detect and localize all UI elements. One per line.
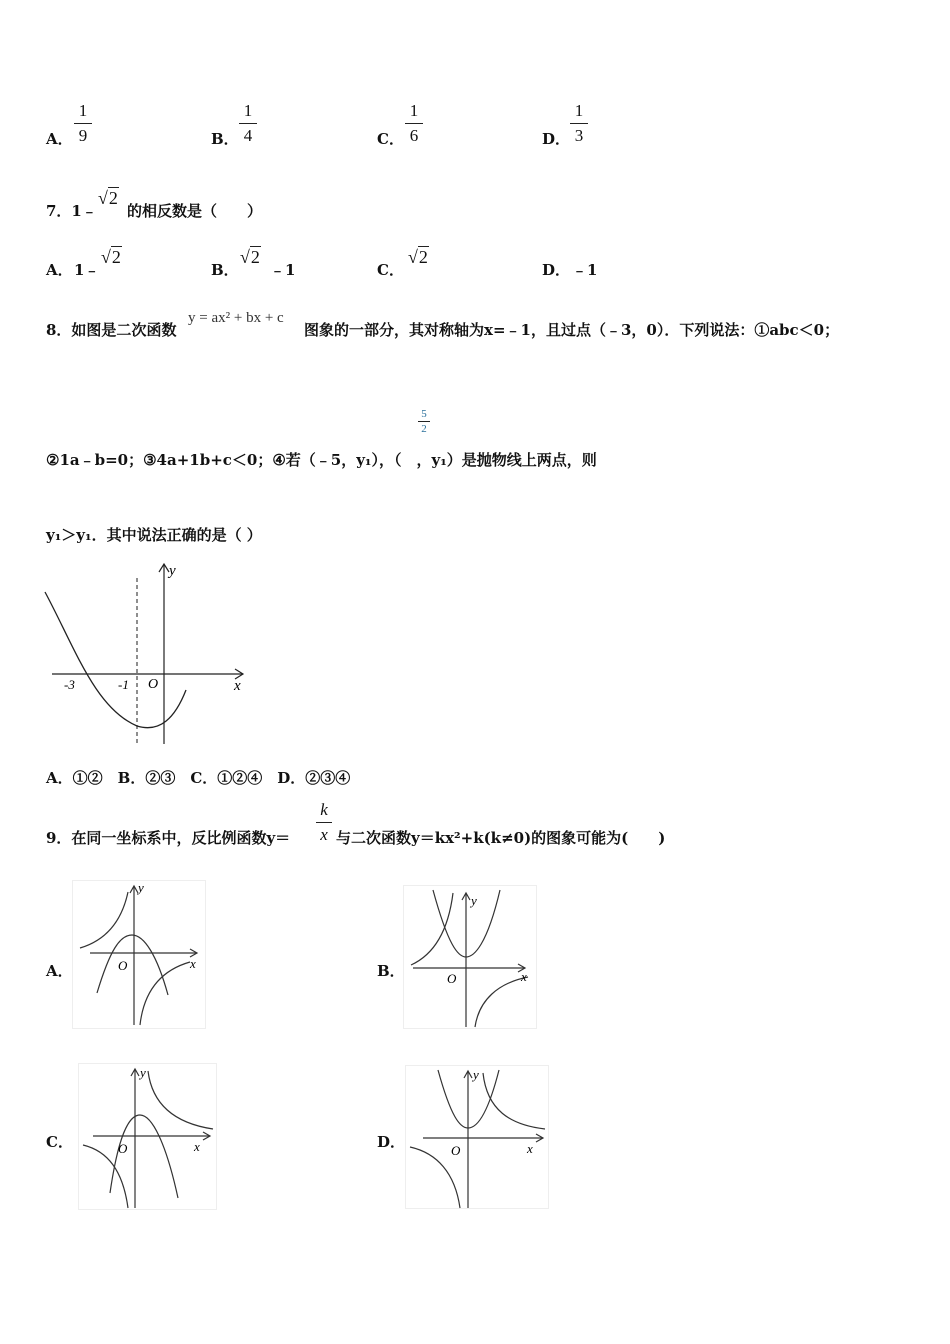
q7-option-a-letter: A．	[46, 261, 73, 279]
origin-label: O	[118, 958, 128, 973]
q7-option-b-post: ﹣1	[270, 261, 296, 279]
q9-post: 与二次函数y＝kx²+k(k≠0)的图象可能为( )	[336, 829, 666, 847]
q9-option-d-letter: D．	[377, 1133, 406, 1151]
parabola-curve	[45, 592, 186, 728]
q8-answer-options: A．①② B．②③ C．①②④ D．②③④	[46, 769, 351, 787]
graph-frame	[73, 881, 206, 1029]
q8-line3: y₁＞y₁．其中说法正确的是（ ）	[46, 526, 262, 544]
q8-line1-pre: 8．如图是二次函数	[46, 321, 177, 339]
tick-neg3: -3	[64, 677, 75, 692]
x-label: x	[190, 956, 196, 971]
q8-line1-post: 图象的一部分，其对称轴为x=﹣1，且过点（﹣3，0）．下列说法：①abc＜0；	[304, 321, 840, 339]
x-label: x	[527, 1141, 533, 1156]
hyperbola-branch-lower	[475, 977, 528, 1027]
x-label: x	[194, 1139, 200, 1154]
q7-option-a-pre: 1﹣	[74, 261, 100, 279]
y-label: y	[138, 880, 144, 895]
origin-label: O	[118, 1141, 128, 1156]
parabola-curve	[110, 1115, 178, 1198]
tick-neg1: -1	[118, 677, 129, 692]
graph-frame	[406, 1066, 549, 1209]
q6-option-d-fraction: 1 3	[570, 101, 588, 146]
q7-prefix: 7．1﹣	[46, 202, 97, 220]
q9-pre: 9．在同一坐标系中，反比例函数y＝	[46, 829, 291, 847]
hyperbola-branch-lower	[140, 962, 190, 1025]
q9-fraction: k x	[316, 800, 332, 845]
x-axis-label: x	[234, 678, 241, 694]
origin-label: O	[447, 971, 457, 986]
q6-option-a-letter: A．	[46, 130, 73, 148]
q8-line2: ②1a﹣b=0；③4a+1b+c＜0；④若（﹣5，y₁），（ ，y₁）是抛物线上两点，则	[46, 451, 597, 469]
q7-option-c-letter: C．	[377, 261, 404, 279]
parabola-curve	[97, 935, 168, 995]
q7-option-c-sqrt: √2	[408, 247, 428, 267]
q9-option-c-graph	[78, 1063, 218, 1211]
origin-label: O	[148, 677, 159, 692]
q6-option-a-fraction: 1 9	[74, 101, 92, 146]
y-label: y	[471, 893, 477, 908]
q7-question-text: 的相反数是（ ）	[127, 202, 263, 220]
q9-option-a-letter: A．	[46, 962, 73, 980]
hyperbola-branch-upper	[148, 1071, 213, 1129]
q8-parabola-graph	[40, 558, 255, 748]
q7-sqrt: √2	[98, 188, 118, 208]
y-axis-label: y	[169, 563, 176, 579]
q7-option-d-letter: D．	[542, 261, 571, 279]
q9-option-c-letter: C．	[46, 1133, 73, 1151]
q8-fraction: 5 2	[418, 408, 430, 435]
q9-option-b-graph	[403, 885, 538, 1030]
q7-option-a-sqrt: √2	[101, 247, 121, 267]
q7-option-b-letter: B．	[211, 261, 239, 279]
q8-equation-image: y = ax² + bx + c	[188, 310, 284, 326]
q6-option-c-letter: C．	[377, 130, 404, 148]
y-label: y	[473, 1067, 479, 1082]
q6-option-c-fraction: 1 6	[405, 101, 423, 146]
q7-option-d-text: ﹣1	[572, 261, 598, 279]
origin-label: O	[451, 1143, 461, 1158]
hyperbola-branch-upper	[411, 893, 453, 965]
q6-option-d-letter: D．	[542, 130, 571, 148]
q7-option-b-sqrt: √2	[240, 247, 260, 267]
hyperbola-branch-upper	[483, 1073, 545, 1129]
q9-option-a-graph	[72, 880, 207, 1030]
q9-option-b-letter: B．	[377, 962, 405, 980]
q9-option-d-graph	[405, 1065, 550, 1210]
x-label: x	[521, 969, 527, 984]
q6-option-b-fraction: 1 4	[239, 101, 257, 146]
q6-option-b-letter: B．	[211, 130, 239, 148]
y-label: y	[140, 1065, 146, 1080]
